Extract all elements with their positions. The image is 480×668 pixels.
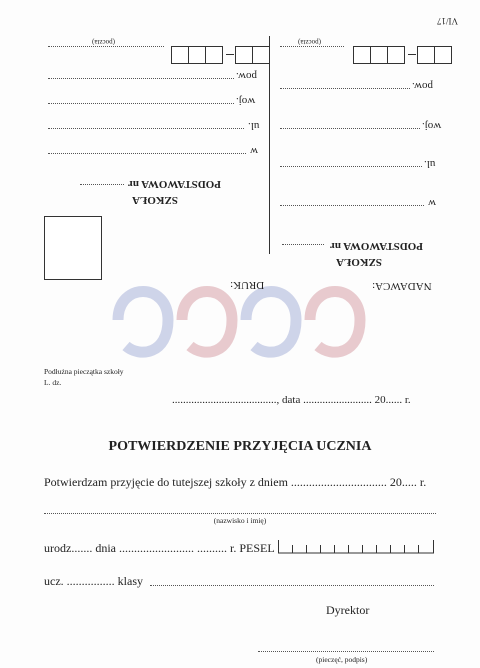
class-field[interactable]	[150, 585, 434, 586]
right-ul-label: ul.	[424, 158, 436, 170]
watermark-arc-1	[118, 292, 168, 353]
date-field[interactable]: .........................	[303, 394, 372, 406]
right-woj-field[interactable]	[280, 128, 420, 129]
pesel-label: r. PESEL	[230, 541, 275, 555]
right-postcode-boxes[interactable]	[354, 46, 452, 64]
place-field[interactable]: ......................................	[172, 394, 277, 406]
left-woj-label: woj.	[236, 95, 256, 107]
panel-divider	[269, 36, 270, 254]
ucz-label: ucz.	[44, 574, 64, 588]
stamp-caption: Podłużna pieczątka szkoły	[44, 367, 124, 376]
right-ul-field[interactable]	[280, 166, 422, 167]
left-poczta-caption: (poczta)	[92, 38, 115, 46]
left-woj-field[interactable]	[48, 103, 234, 104]
ucz-field[interactable]: ................	[66, 574, 115, 588]
left-pow-field[interactable]	[48, 78, 234, 79]
stamp-box[interactable]	[44, 216, 102, 280]
class-line	[44, 575, 143, 587]
name-caption: (nazwisko i imię)	[213, 516, 267, 525]
director-label: Dyrektor	[326, 603, 370, 617]
urodz-label[interactable]: urodz.......	[44, 541, 93, 555]
pesel-boxes[interactable]	[278, 540, 436, 554]
left-school-number-field[interactable]	[80, 184, 124, 185]
ldz-label: L. dz.	[44, 378, 62, 387]
left-poczta-field[interactable]	[48, 46, 164, 47]
right-woj-label: woj.	[422, 120, 442, 132]
right-pow-field[interactable]	[280, 88, 410, 89]
left-w-label: w	[250, 145, 258, 157]
confirm-year-field[interactable]: 20.....	[389, 475, 417, 489]
date-line	[172, 395, 411, 406]
left-school-line2: PODSTAWOWA nr	[128, 178, 222, 190]
birth-line	[44, 542, 275, 554]
watermark-arc-3	[246, 292, 296, 353]
druk-label: DRUK:	[230, 279, 265, 291]
left-postcode-boxes[interactable]	[172, 46, 270, 64]
nadawca-label: NADAWCA:	[372, 280, 432, 292]
signature-field[interactable]	[258, 651, 434, 652]
left-w-field[interactable]	[48, 153, 246, 154]
year-r-label: r.	[404, 394, 411, 406]
right-w-label: w	[428, 197, 436, 209]
right-w-field[interactable]	[280, 205, 424, 206]
name-field[interactable]	[44, 513, 436, 514]
watermark-arc-2	[182, 292, 232, 353]
birth-date-field[interactable]: .........................	[119, 541, 194, 555]
confirm-r-label: r.	[419, 475, 427, 489]
document-title: POTWIERDZENIE PRZYJĘCIA UCZNIA	[108, 439, 372, 454]
right-school-line2: PODSTAWOWA nr	[330, 240, 424, 252]
confirm-date-field[interactable]: ................................	[290, 475, 387, 489]
confirm-line	[44, 476, 426, 488]
right-school-number-field[interactable]	[282, 244, 324, 245]
dnia-label: dnia	[95, 541, 116, 555]
left-ul-field[interactable]	[48, 128, 244, 129]
year-field[interactable]: 20......	[374, 394, 403, 406]
klasy-label: klasy	[117, 574, 143, 588]
data-label: , data	[276, 394, 301, 406]
form-code: VI/17	[437, 16, 458, 26]
signature-caption: (pieczęć, podpis)	[316, 655, 368, 664]
right-poczta-caption: (poczta)	[298, 38, 321, 46]
confirm-text: Potwierdzam przyjęcie do tutejszej szkoły z dniem	[44, 475, 288, 489]
left-pow-label: pow.	[236, 70, 257, 82]
right-pow-label: pow.	[412, 80, 433, 92]
right-poczta-field[interactable]	[280, 46, 344, 47]
birth-year-field[interactable]: ..........	[197, 541, 227, 555]
right-school-line1: SZKOŁA	[336, 256, 382, 268]
watermark-arc-4	[310, 292, 360, 353]
left-school-line1: SZKOŁA	[132, 194, 178, 206]
left-ul-label: ul.	[248, 120, 260, 132]
